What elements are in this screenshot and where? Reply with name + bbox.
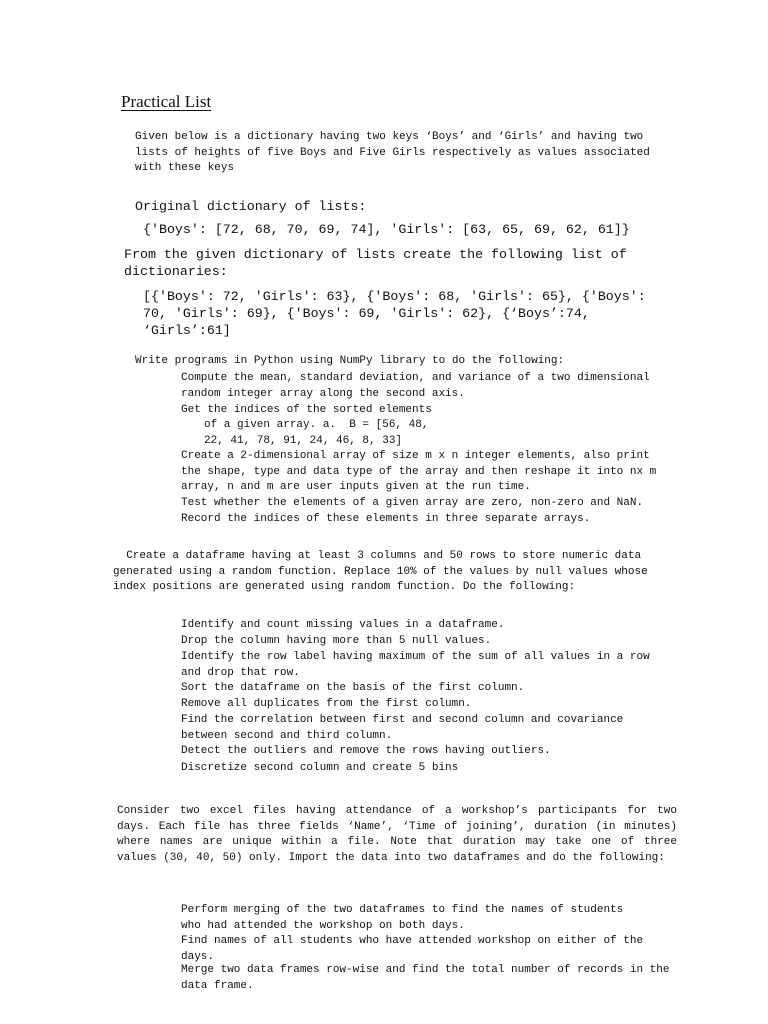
q3-item: Find the correlation between first and second column and covariance between second and third column. [181, 714, 624, 742]
q1-original-label: Original dictionary of lists: [135, 199, 367, 214]
q3-item: Detect the outliers and remove the rows having outliers. [181, 745, 551, 757]
q1-intro: Given below is a dictionary having two keys ‘Boys’ and ‘Girls’ and having two lists of heights of five Boys and Five Girls respectively as values associated with these keys [135, 131, 650, 174]
q1-original-value: {'Boys': [72, 68, 70, 69, 74], 'Girls': [63, 65, 69, 62, 61]} [143, 222, 630, 237]
q3-item: Identify the row label having maximum of the sum of all values in a row and drop that row. [181, 651, 650, 679]
q1-result: [{'Boys': 72, 'Girls': 63}, {'Boys': 68, 'Girls': 65}, {'Boys': 70, 'Girls': 69}, {'Boys': 69, 'Girls': 62}, {‘Boys’:74, ‘Girls’:61] [143, 289, 646, 338]
q1-task: From the given dictionary of lists create the following list of dictionaries: [124, 247, 627, 279]
q2-item-2: Get the indices of the sorted elements [181, 404, 432, 416]
q2-item-2-detail: of a given array. a. B = [56, 48, 22, 41, 78, 91, 24, 46, 8, 33] [204, 419, 429, 447]
q2-heading: Write programs in Python using NumPy library to do the following: [135, 355, 565, 367]
q3-item: Remove all duplicates from the first column. [181, 698, 472, 710]
q4-item: Merge two data frames row-wise and find the total number of records in the data frame. [181, 964, 670, 992]
q4-intro: Consider two excel files having attendance of a workshop’s participants for two days. Each file has three fields ‘Name’, ‘Time of joining’, duration (in minutes) where names are unique within a file. Note that duration may take one of three values (30, 40, 50) only. Import the data into two dataframes and do the following: [117, 805, 677, 864]
q3-item: Discretize second column and create 5 bins [181, 762, 459, 774]
q2-item-3: Create a 2-dimensional array of size m x n integer elements, also print the shape, type and data type of the array and then reshape it into nx m array, n and m are user inputs given at the run time. [181, 450, 657, 493]
q2-item-4: Test whether the elements of a given array are zero, non-zero and NaN. Record the indices of these elements in three separate arrays. [181, 497, 644, 525]
q3-item: Sort the dataframe on the basis of the first column. [181, 682, 525, 694]
q3-item: Identify and count missing values in a dataframe. [181, 619, 505, 631]
q2-item-1: Compute the mean, standard deviation, and variance of a two dimensional random integer array along the second axis. [181, 372, 650, 400]
q3-item: Drop the column having more than 5 null values. [181, 635, 492, 647]
q4-item: Find names of all students who have attended workshop on either of the days. [181, 935, 644, 963]
q4-item: Perform merging of the two dataframes to find the names of students who had attended the workshop on both days. [181, 904, 624, 932]
page-title: Practical List [121, 92, 212, 111]
q3-intro: Create a dataframe having at least 3 columns and 50 rows to store numeric data generated using a random function. Replace 10% of the values by null values whose index positions are generated using random function. Do the following: [113, 550, 648, 593]
